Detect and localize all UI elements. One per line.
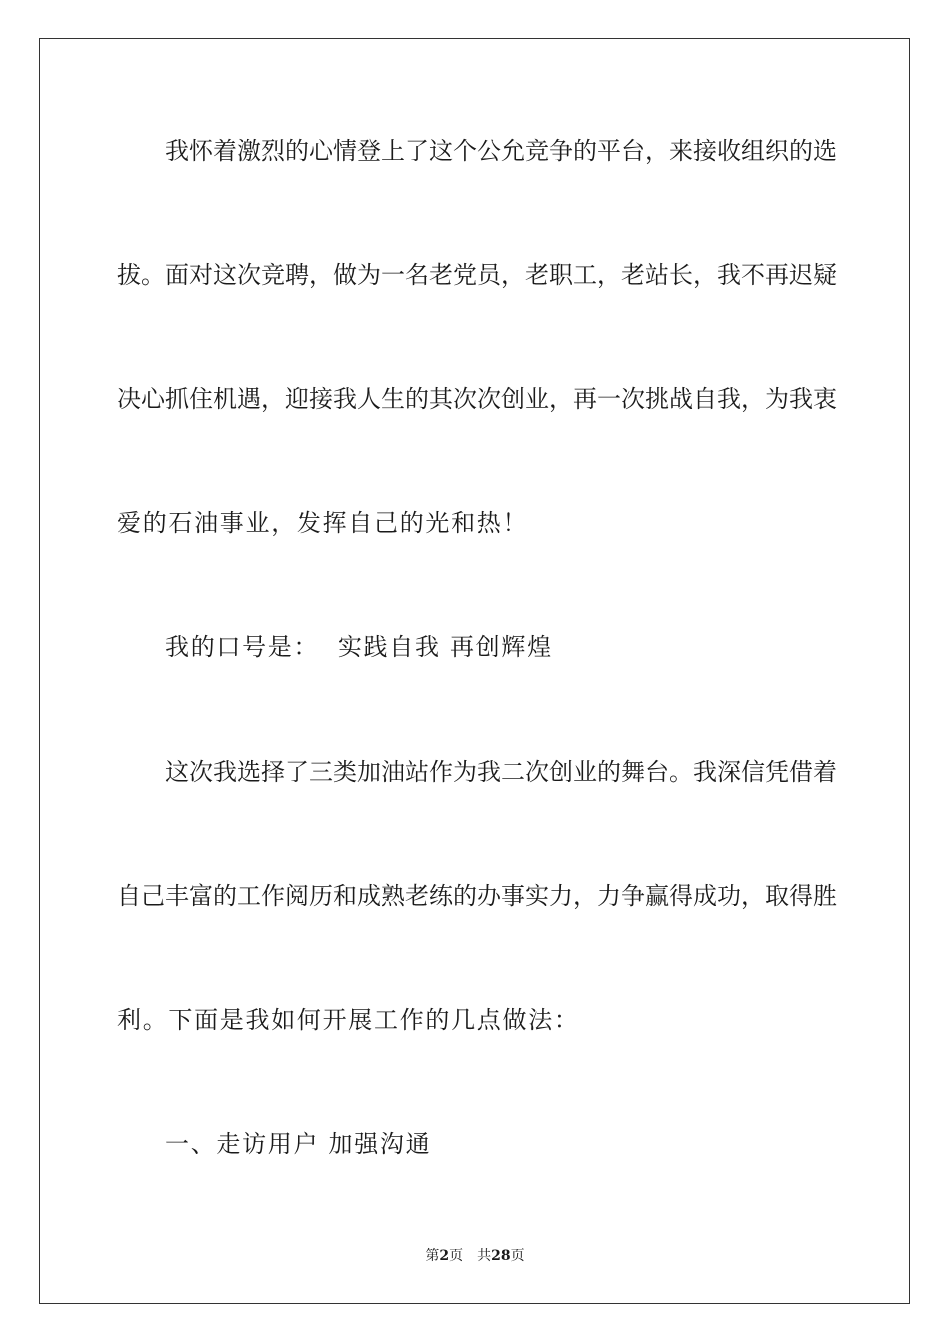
page-prefix: 第 <box>425 1248 440 1264</box>
paragraph-line: 拔。面对这次竞聘，做为一名老党员，老职工，老站长，我不再迟疑 <box>117 261 837 289</box>
paragraph-line: 我怀着激烈的心情登上了这个公允竞争的平台，来接收组织的选 <box>165 137 837 165</box>
page-border <box>39 38 910 1304</box>
total-prefix: 共 <box>477 1248 492 1264</box>
total-unit: 页 <box>510 1248 525 1264</box>
paragraph-line: 爱的石油事业，发挥自己的光和热！ <box>117 509 529 537</box>
slogan-line: 我的口号是： 实践自我 再创辉煌 <box>165 633 553 661</box>
current-page-number: 2 <box>439 1248 450 1264</box>
paragraph-line: 决心抓住机遇，迎接我人生的其次次创业，再一次挑战自我，为我衷 <box>117 385 837 413</box>
paragraph-line: 利。下面是我如何开展工作的几点做法： <box>117 1006 580 1034</box>
paragraph-line: 这次我选择了三类加油站作为我二次创业的舞台。我深信凭借着 <box>165 758 837 786</box>
paragraph-line: 自己丰富的工作阅历和成熟老练的办事实力，力争赢得成功，取得胜 <box>117 882 837 910</box>
page-footer <box>0 1246 950 1266</box>
page-unit: 页 <box>449 1248 464 1264</box>
section-heading: 一、走访用户 加强沟通 <box>165 1130 432 1158</box>
total-page-count: 28 <box>491 1248 511 1264</box>
